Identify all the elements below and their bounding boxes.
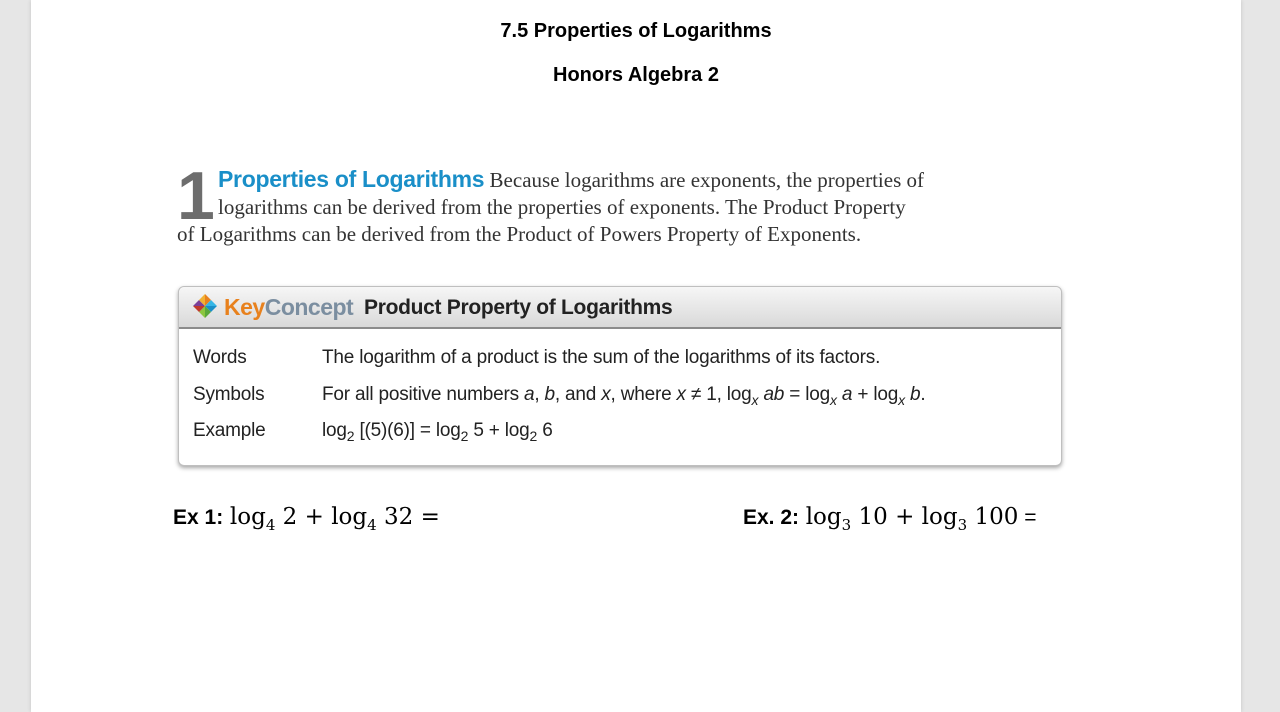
expr-text: 32 = [376,504,440,530]
key-concept-header [179,287,1061,329]
symbols-text: = log [784,384,830,405]
row-value: The logarithm of a product is the sum of the logarithms of its factors. [322,347,881,368]
document-page [31,0,1241,712]
lesson-number: 1 [177,158,213,234]
row-value [322,420,553,442]
lesson-intro [177,158,1077,248]
example-text: 6 [537,420,553,441]
symbols-text: , [534,384,545,405]
keyconcept-logo-icon [191,292,219,320]
log-text: log [921,504,958,530]
log-text: log [805,504,842,530]
example-text: 5 + log [468,420,530,441]
example-label: Ex 1: [173,506,224,529]
log-base: 2 [529,428,538,444]
example-expression [805,504,1019,534]
lesson-text-1: Because logarithms are exponents, the properties of [489,168,924,192]
log-base: 2 [346,428,355,444]
var-a: a [841,384,853,405]
equals-sign: = [1018,506,1037,529]
brand-key: Key [224,294,265,320]
log-base: 4 [367,516,377,534]
lesson-line-2: logarithms can be derived from the properties of exponents. The Product Property [218,195,906,219]
log-text: log [331,504,368,530]
log-base: x [898,392,905,408]
var-a: a [523,384,535,405]
example-label: Ex. 2: [743,506,800,529]
lesson-line-1 [177,166,1077,194]
var-b: b [909,384,921,405]
page-subtitle: Honors Algebra 2 [553,64,719,86]
var-x: x [601,384,611,405]
brand-concept: Concept [264,294,354,320]
key-concept-box [178,286,1062,466]
log-base: x [829,392,837,408]
row-value [322,384,925,406]
page-title: 7.5 Properties of Logarithms [500,20,772,42]
log-text: log [229,504,266,530]
row-label: Symbols [193,384,265,405]
row-label: Example [193,420,266,441]
symbols-text: , where [610,384,677,405]
example-text: [(5)(6)] = log [354,420,461,441]
log-base: 3 [957,516,968,534]
key-concept-brand [224,294,353,321]
log-base: 3 [841,516,852,534]
symbols-text: For all positive numbers [322,384,524,405]
key-concept-title: Product Property of Logarithms [364,296,673,319]
example-2 [743,503,1037,534]
expr-text: 100 [967,504,1019,530]
row-label: Words [193,347,247,368]
var-x: x [676,384,686,405]
example-expression [229,504,440,534]
example-1 [173,503,440,534]
expr-text: 2 + [275,504,332,530]
lesson-heading: Properties of Logarithms [218,166,485,192]
lesson-line-3: of Logarithms can be derived from the Product of Powers Property of Exponents. [177,222,862,246]
var-ab: ab [763,384,785,405]
var-b: b [544,384,555,405]
symbols-text: . [920,384,926,405]
log-base: 2 [460,428,469,444]
log-base: x [751,392,759,408]
symbols-text: + log [852,384,899,405]
log-base: 4 [265,516,276,534]
symbols-text: ≠ 1, log [685,384,752,405]
expr-text: 10 + [851,504,922,530]
symbols-text: , and [554,384,602,405]
log-text: log [322,420,347,441]
